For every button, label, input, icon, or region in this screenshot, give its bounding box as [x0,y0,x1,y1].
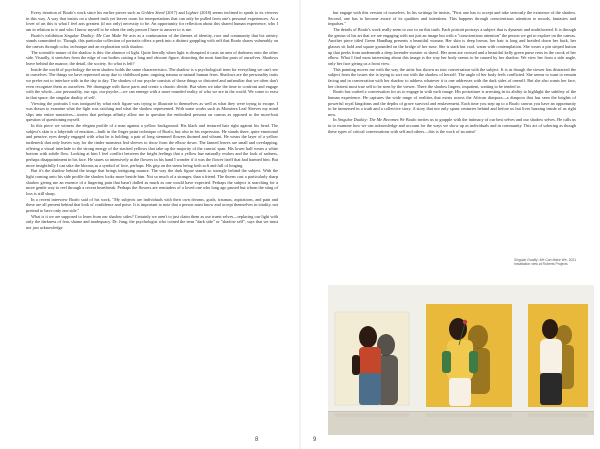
paragraph: In this piece we witness the elegant profile of a man against a yellow background. His black and textured hair right against his head. The subject's skin is a labyrinth of emotion—built in the finger paint technique of Boafo, but also in his expression. He stands there, quite emotional and pensive, eyes deeply engaged with what he is holding; a pair of long stemmed flowers thorned and vibrant. He wears the layer of a yellow turtleneck that only leaves way for the tinder monstera leaf sleeves to show from the elbow down. The fanned leaves are small and overlapping, offering a visual interlude to the strong energy of the stacked yellows that take up the majority of the canvas' span. His lower half wears a white bottom with subtle flow. Looking at him I feel conflict between the bright feelings that a yellow hue naturally evokes and the look of sadness, perhaps disappointment in his face. He stares so intensively at the flowers in his hand I wonder if it was the flower itself that had harmed him. But more insightfully I can take the blooms as a symbol of love, perhaps. His grip on the stems being both soft and full of longing. [26,123,278,168]
paragraph: In Singular Duality: The Me Becomes We Boafo invites us to grapple with the intimacy of our best selves and our shadow selves. He calls us in to examine how we can acknowledge and account for the ways we show up as individuals and in community. This act of sobering as though these types of critical conversations with self and others—this is the work of an artist! [328,117,576,134]
page-number-right: 9 [313,437,317,443]
painting-center [426,304,512,407]
installation-view-illustration [328,285,594,435]
paragraph: The scientific nature of the shadow is this: the absence of light. Quite literally when light is disrupted it casts an area of darkness onto the other side. Visually, it stretches from the edge of our bodies casting a long and obscure figure, distorting the most familiar parts of ourselves. Shadows leave behind the nuance, the detail, the society. So what is left? [26,49,278,66]
left-page [0,0,299,449]
paragraph: Viewing the portraits I was intrigued by what each figure was trying to illustrate to themselves as well as what they were trying to escape. I was drawn to examine what the light was catching and what the shadow represented. With some works such as Monstera Leaf Sleeves my mind slips into entire narratives—stories that perhaps affinity allow me to question the embodied persona on canvas as opposed to the more-knit question of questioning myself. [26,100,278,123]
paragraph: Boafo has crafted a conversation for us to engage in with each image. His portraiture is arresting in its ability to highlight the subtlety of the human experience. He captures the wide range of realities that exists across the African diaspora—a diaspora that has seen the heights of powerful royal kingdoms and the depths of grave survival and enslavement. Each time you step up to a Boafo canvas you have an opportunity to be immersed in a truth and a collective story. A story that not only spans centuries behind and before us but lives buzzing inside of us right now. [328,89,576,117]
painting-right [528,304,588,407]
right-text-column [328,10,576,232]
left-text-column [26,10,278,438]
paragraph: This painting moves me with the way the artist has shown us into conversation with the subject. It is as though the viewer has distracted the subject from the issues she is trying to sort out with the shadow of herself. The angle of her body feels conflicted. She seems to want to remain facing and in conversation with her shadow to address whatever it is one addresses with the dark sides of oneself. But she also wants her face, her clearest most true self to be seen by the viewer. There the shadow lingers, impatient, waiting to be tended to. [328,66,576,89]
paragraph: What is it we are supposed to learn from our shadow sides? Certainly we aren't to just claim them as our truest selves—replacing our light with only the darkness of fear, shame and inadequacy. Dr. Jung, the psychologist who coined the term "dark side" or "shadow self", says that we must not just acknowledge [26,213,278,230]
paragraph: Every iteration of Boafo's work since his earlier pieces such as Golden Steed (2017) and Lighter (2018) seems inclined to speak to its viewers in this way. A way that insists on a shared truth yet leaves room for interpretations that can only be pulled from one's personal experiences. As a lover of art this is what I feel arts greatest (if not only) necessity to be. An opportunity for reflection about this shared human experience, who I am in relation to it and who I know myself to be when the only person I have to answer to is me. [26,10,278,32]
paragraph: Boafo's exhibition Singular Duality: Me Can Make We acts as a continuation of the themes of identity, race and community that his artistry stands committed to. Though, this particular collection of portraits offers a peek into a distinct grappling with self that Boafo shares vulnerably on the canvas through color, technique and an exploration with shadow. [26,32,278,49]
paragraph: But it's the shadow behind the image that brings intriguing nuance. The way the dark figure stands so strongly behind the subject. With the light coming onto his side profile the shadow looks more beside him. Not so much of a stranger, than a friend. The thorns cast a particularly sharp shadow giving me an essence of a lingering pain that hasn't dulled as much as one would have expected. Perhaps the subject is searching for a more gentle way to reel through a recent heartbreak. Perhaps the flowers are reminders of a loved one who long ago passed but whom the sting of loss is still sharp. [26,168,278,196]
photo-caption: Singular Duality: Me Can Make We, 2021 Installation view at Roberts Projects [514,258,577,267]
installation-photo [328,285,594,435]
paragraph: Inside the world of psychology the term shadow holds the same characteristics. The shadow is a psychological term for everything we can't see in ourselves. The things we have repressed away due to childhood pain, ongoing trauma or natural human fears. Shadows are the personality traits we prefer not to interface with in the day to day. The shadow of our psyche consists of those things so distorted and unfamiliar that we often don't even recognize them as ourselves. We disengage with those parts and create a chaotic divide. But when we take the time to confront and engage with the whole—our personality, our ego, our psyche—we can emerge with a more rounded reality of who we are in the world. We come to exist in that space, the singular duality of self. [26,66,278,100]
right-page [301,0,600,449]
paragraph: The details of Boafo's work really seem to zoo in on this truth. Each portrait portrays a subject that is dynamic and multifaceted. It is through the genius of his art that we are engaging with not just an image but with a "conscientious attention" the person we get to explore on the canvas. Another piece titled Green Handbag presents a beautiful woman. Her skin is deep brown, her hair is long and braided down her back, her glasses sit bold and square grounded on the bridge of her nose. She is stark but cool, warm with contemplation. She wears a pin striped button up that peeks from underneath a deep lavender sweater or shawl. Her arms are crossed and a beautiful kelly green purse rests in the crook of her elbow. What I find most interesting about this image is the way her body seems to be caused by her shadow. We view her from a side angle, only her face giving us a front view. [328,26,576,66]
page-number-left: 8 [255,437,259,443]
painting-left [335,312,409,405]
paragraph: but engage with this version of ourselves. In his writings he insists, "First one has to accept and take seriously the existence of the shadow. Second, one has to become aware of its qualities and intentions. This happens through conscientious attention to moods, fantasies and impulses." [328,10,576,27]
paragraph: In a recent interview Boafo said of his work, "My subjects are individuals with their own dreams, goals, traumas, aspirations, and pain and these are all present behind that look of confidence and poise. It is important to note that a person must know and accept themselves in totality, not pretend to have only one side." [26,196,278,213]
